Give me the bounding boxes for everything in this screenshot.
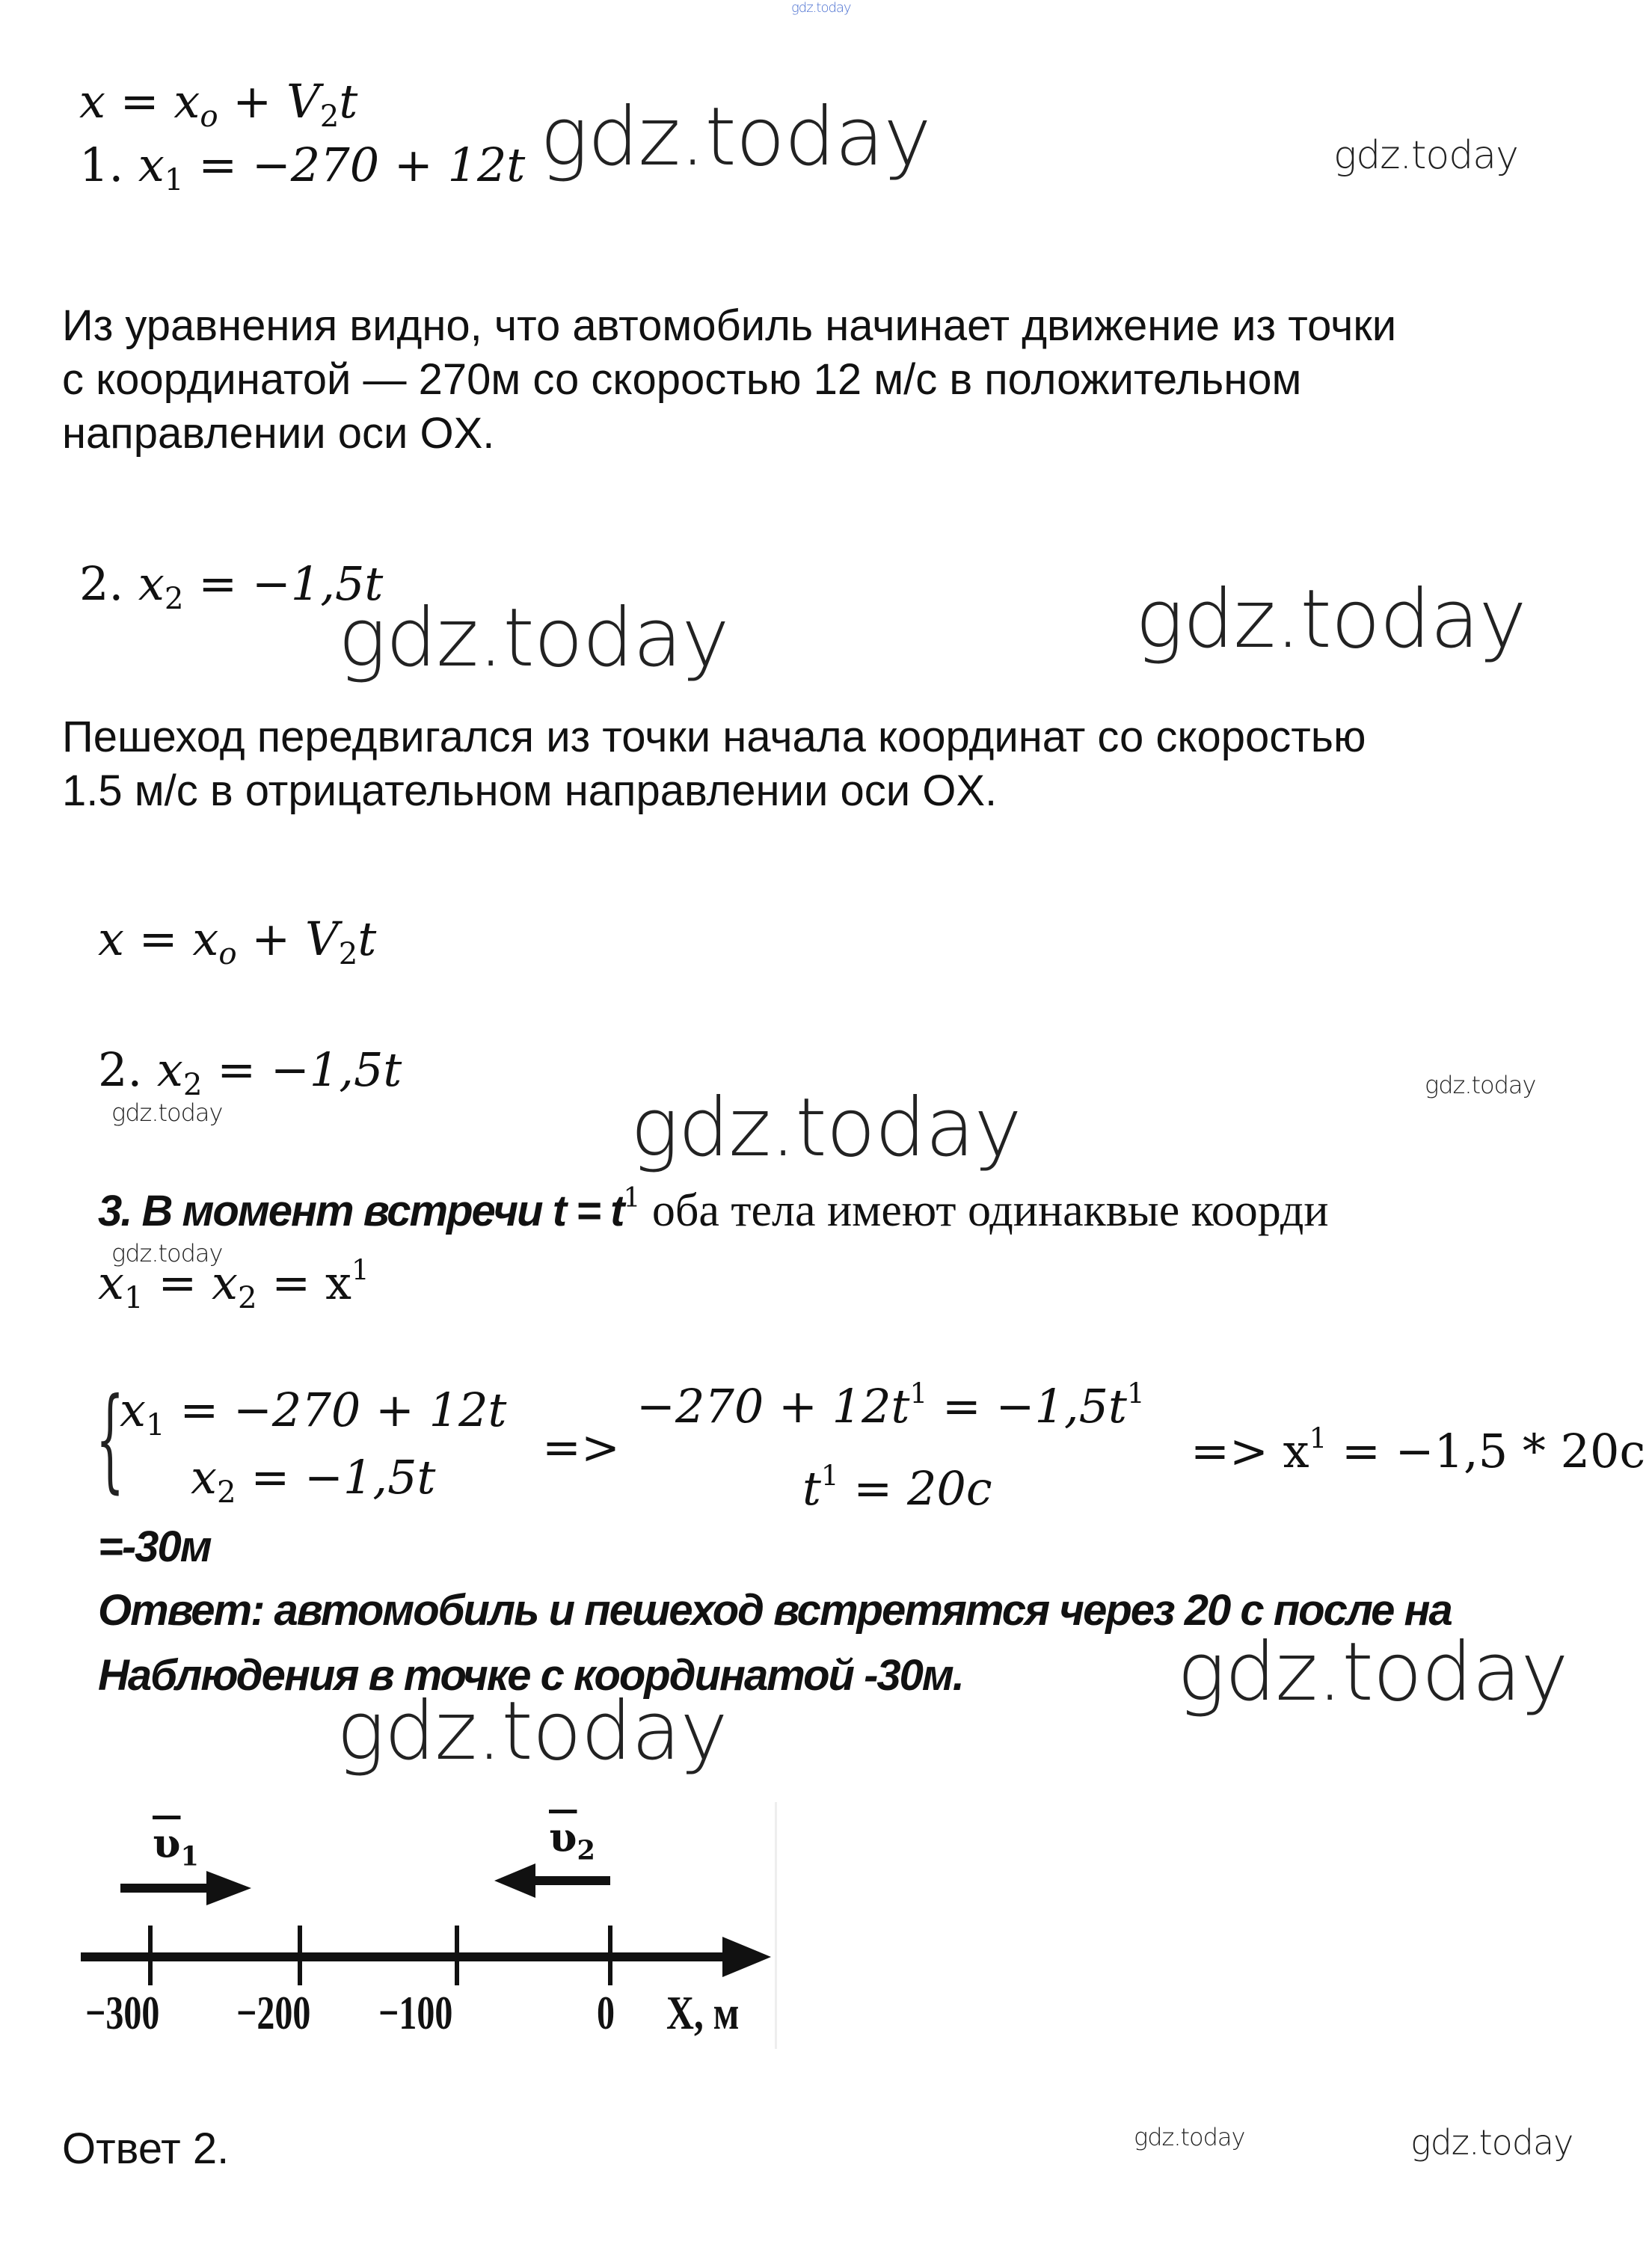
equation-1: 1. $x_1 = -270 + 12t$ — [79, 138, 526, 198]
system-brace: { — [96, 1374, 125, 1505]
equation-general: $x = x_o + V_2t$ — [79, 74, 358, 135]
watermark: gdz.today — [111, 1098, 223, 1127]
combined-equation: $-270 + 12t^1 = -1,5t^1$ — [636, 1377, 1145, 1434]
tick-label: −300 — [85, 1986, 160, 2039]
v2-label: $\overline{\upsilon}_2$ — [549, 1813, 595, 1866]
watermark: gdz.today — [1177, 1626, 1568, 1719]
equation-2: 2. $x_2 = -1,5t$ — [79, 556, 384, 617]
coordinate-result: => $x^1 = -1,5 * 20c$ — [1191, 1422, 1646, 1479]
v2-arrowhead — [494, 1863, 535, 1898]
watermark: gdz.today — [630, 1081, 1022, 1175]
watermark: gdz.today — [1425, 1071, 1536, 1099]
equal-coordinates: $x_1 = x_2 = x^1$ — [98, 1253, 369, 1316]
equation-general-repeat: $x = x_o + V_2t$ — [98, 912, 377, 972]
answer-line-1: Ответ: автомобиль и пешеход встретятся через 20 с после на — [98, 1586, 1452, 1635]
implies-arrow: => — [542, 1420, 620, 1475]
watermark-top: gdz.today — [791, 0, 851, 16]
axis-diagram — [79, 1802, 777, 2049]
answer-line-2: Наблюдения в точке с координатой -30м. — [98, 1651, 963, 1700]
time-result: $t^1 = 20c$ — [802, 1459, 992, 1516]
watermark: gdz.today — [1333, 133, 1518, 178]
system-line-2: $x_2 = -1,5t$ — [191, 1450, 436, 1511]
watermark: gdz.today — [338, 591, 729, 685]
tick-label: 0 — [597, 1986, 615, 2039]
axis-label: X, м — [666, 1986, 740, 2039]
watermark: gdz.today — [1410, 2122, 1573, 2163]
result-value: =-30м — [98, 1522, 211, 1571]
paragraph-car: Из уравнения видно, что автомобиль начинает движение из точки с координатой — 270м со скоростью 12 м/с в положительном направлении оси OX. — [62, 301, 1397, 458]
final-answer: Ответ 2. — [62, 2124, 230, 2173]
watermark: gdz.today — [1135, 573, 1526, 666]
v1-arrowhead — [206, 1871, 251, 1905]
paragraph-pedestrian: Пешеход передвигался из точки начала координат со скоростью 1.5 м/с в отрицательном направлении оси OX. — [62, 713, 1366, 815]
equation-2-repeat: 2. $x_2 = -1,5t$ — [98, 1042, 402, 1103]
watermark: gdz.today — [111, 1239, 223, 1267]
tick-label: −100 — [378, 1986, 453, 2039]
watermark: gdz.today — [540, 90, 931, 184]
step-3-heading: 3. В момент встречи $t = t^1$ оба тела имеют одинаквые коорди — [98, 1183, 1329, 1237]
x-axis-arrowhead — [722, 1937, 771, 1977]
v1-label: $\overline{\upsilon}_1$ — [153, 1819, 199, 1872]
system-line-1: $x_1 = -270 + 12t$ — [120, 1383, 507, 1443]
tick-label: −200 — [236, 1986, 311, 2039]
watermark: gdz.today — [1134, 2123, 1245, 2151]
watermark: gdz.today — [337, 1685, 728, 1778]
